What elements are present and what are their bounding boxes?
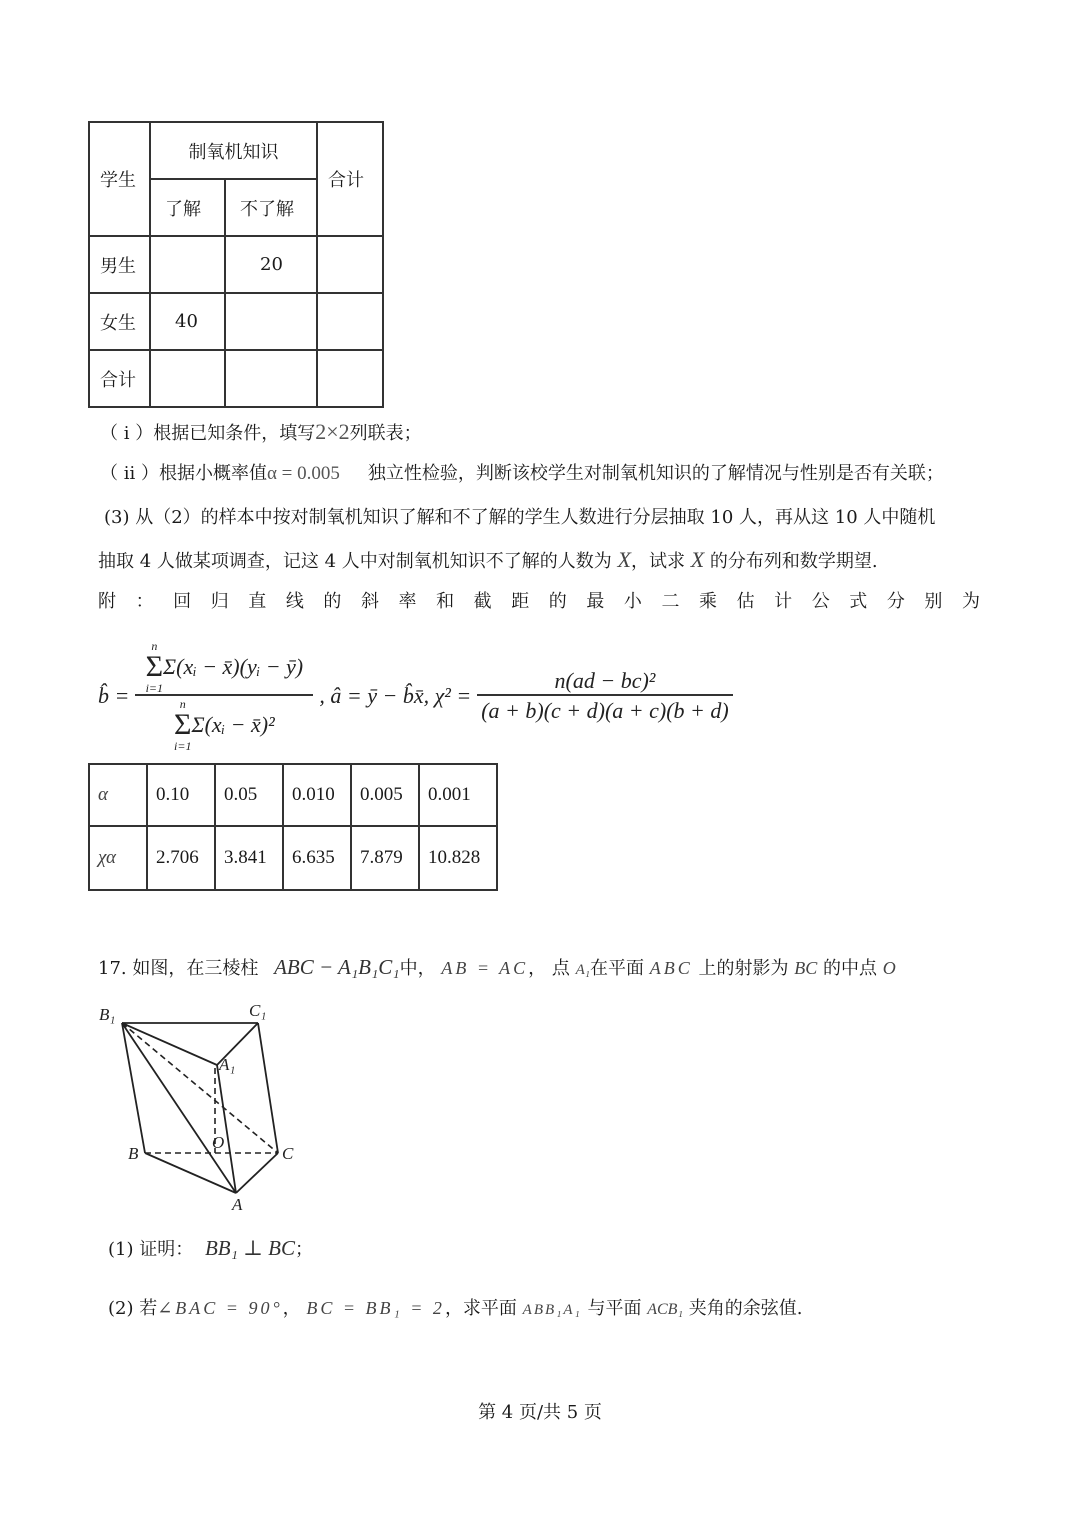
cell-know: 40 xyxy=(150,293,225,350)
q3-text-c: 的分布列和数学期望. xyxy=(709,551,878,572)
p17-prism: ABC − A₁B₁C₁ xyxy=(274,955,400,979)
label-a1: A₁ xyxy=(219,1055,236,1074)
sum-bottom: i=1 xyxy=(174,739,192,753)
p17-a1: A₁ xyxy=(575,962,591,978)
edge-ac xyxy=(236,1153,278,1193)
q3-var: X xyxy=(617,547,631,572)
alpha-value: 0.10 xyxy=(147,764,215,826)
p17-plane: ABC xyxy=(649,958,693,978)
q-ii-suffix: 独立性检验，判断该校学生对制氧机知识的了解情况与性别是否有关联； xyxy=(367,463,944,484)
appendix-char: 回 xyxy=(173,591,192,612)
header-student: 学生 xyxy=(89,122,150,236)
header-knowledge: 制氧机知识 xyxy=(150,122,317,179)
alpha-value: 0.001 xyxy=(419,764,497,826)
problem-17-intro xyxy=(98,953,896,984)
edge-a1a xyxy=(217,1065,236,1193)
p17-text-c: ， 点 xyxy=(528,958,570,979)
q-ii-prefix: （ ii ）根据小概率值 xyxy=(100,463,267,484)
q-ii-math: α = 0.005 xyxy=(266,463,340,484)
appendix-char: 为 xyxy=(961,591,980,612)
cell-not-know: 20 xyxy=(225,236,317,293)
p17-text-a: 17. 如图，在三棱柱 xyxy=(98,958,259,979)
sum-top: n xyxy=(151,639,158,653)
cell-not-know xyxy=(225,293,317,350)
appendix-char: 别 xyxy=(924,591,943,612)
appendix-char: 距 xyxy=(511,591,530,612)
a-hat-chi: , â = ȳ − b̂x̄, χ² = xyxy=(319,683,472,708)
p17-text-f: 的中点 xyxy=(822,958,877,979)
part2-text-c: ，求平面 xyxy=(444,1298,517,1319)
part2-plane2: ACB₁ xyxy=(647,1301,684,1318)
appendix-char: 截 xyxy=(473,591,492,612)
part2-text-b: ， xyxy=(282,1298,301,1319)
p17-text-b: 中， xyxy=(399,958,436,979)
p17-eq: AB = AC xyxy=(441,958,529,978)
appendix-char: 的 xyxy=(548,591,567,612)
appendix-char: 斜 xyxy=(360,591,379,612)
table-row xyxy=(89,293,383,350)
p17-bc: BC xyxy=(794,958,818,978)
part2-text-e: 夹角的余弦值. xyxy=(688,1298,803,1319)
part2-text-d: 与平面 xyxy=(587,1298,642,1319)
sum-bottom: i=1 xyxy=(145,681,164,695)
header-total: 合计 xyxy=(317,122,383,236)
cell-know xyxy=(150,350,225,407)
q-i-prefix: （ i ）根据已知条件，填写 xyxy=(100,423,316,444)
row-label: 女生 xyxy=(89,293,150,350)
appendix-char: 乘 xyxy=(699,591,717,612)
part1-end: ； xyxy=(295,1239,313,1260)
q3-text-b: ，试求 xyxy=(630,551,685,572)
label-b: B xyxy=(128,1144,139,1163)
chi-value: 2.706 xyxy=(147,826,215,890)
p17-o: O xyxy=(882,958,896,978)
q3-text-a: 抽取 4 人做某项调查，记这 4 人中对制氧机知识不了解的人数为 xyxy=(98,551,612,572)
formula-block xyxy=(98,640,733,752)
b-denominator xyxy=(135,694,313,752)
cell-total xyxy=(317,350,383,407)
appendix-char: 归 xyxy=(210,591,229,612)
question-3-line1: (3) 从（2）的样本中按对制氧机知识了解和不了解的学生人数进行分层抽取 10 人，再从这 10 人中随机 xyxy=(104,507,936,528)
edge-b1c-hidden xyxy=(122,1023,278,1153)
label-a: A xyxy=(232,1195,243,1213)
b-den-text: Σ(xᵢ − x̄)² xyxy=(191,712,275,737)
cell-total xyxy=(317,236,383,293)
chi-label: χα xyxy=(89,826,147,890)
edge-c1c xyxy=(258,1023,278,1153)
prism-figure xyxy=(95,998,310,1213)
part1-math: BB₁ ⊥ BC xyxy=(204,1236,295,1260)
part2-angle: ∠BAC = 90° xyxy=(157,1298,283,1318)
appendix-char: 二 xyxy=(661,591,680,612)
part1-text: (1) 证明： xyxy=(108,1239,194,1260)
alpha-value: 0.005 xyxy=(351,764,419,826)
q3-var: X xyxy=(690,547,705,572)
chi-value: 6.635 xyxy=(283,826,351,890)
page-number: 第 4 页/共 5 页 xyxy=(478,1402,602,1423)
appendix-char: 率 xyxy=(398,591,417,612)
sum-symbol: n Σ i=1 xyxy=(145,639,164,695)
appendix-char: 估 xyxy=(736,591,755,612)
appendix-char: 小 xyxy=(623,591,642,612)
table-row xyxy=(89,764,497,826)
header-not-know: 不了解 xyxy=(225,179,317,236)
chi-value: 3.841 xyxy=(215,826,283,890)
part-1 xyxy=(108,1234,313,1264)
label-b1: B₁ xyxy=(99,1005,116,1024)
appendix-char: 线 xyxy=(285,591,304,612)
sum-symbol: n Σ i=1 xyxy=(174,697,192,753)
appendix-char: 式 xyxy=(849,591,868,612)
row-label: 合计 xyxy=(89,350,150,407)
part2-text-a: (2) 若 xyxy=(108,1298,158,1319)
edge-b1b xyxy=(122,1023,145,1153)
appendix-char: 计 xyxy=(774,591,793,612)
cell-total xyxy=(317,293,383,350)
cell-know xyxy=(150,236,225,293)
appendix-char: 分 xyxy=(886,591,905,612)
cell-not-know xyxy=(225,350,317,407)
appendix-char: 公 xyxy=(811,591,830,612)
q-i-math: 2×2 xyxy=(315,419,350,444)
appendix-char: 的 xyxy=(323,591,342,612)
header-know: 了解 xyxy=(150,179,225,236)
label-c1: C₁ xyxy=(249,1001,267,1020)
chi-fraction xyxy=(477,668,733,724)
appendix-char: ： xyxy=(135,591,154,612)
chi-denominator: (a + b)(c + d)(a + c)(b + d) xyxy=(477,694,733,724)
appendix-char: 和 xyxy=(436,591,455,612)
question-ii xyxy=(100,460,944,488)
q-i-suffix: 列联表； xyxy=(349,423,422,444)
b-fraction xyxy=(135,640,313,752)
chi-value: 10.828 xyxy=(419,826,497,890)
appendix-line xyxy=(98,588,980,616)
p17-text-e: 上的射影为 xyxy=(698,958,789,979)
chi-numerator: n(ad − bc)² xyxy=(554,668,656,693)
question-3-line2 xyxy=(98,546,878,576)
alpha-value: 0.05 xyxy=(215,764,283,826)
label-c: C xyxy=(282,1144,294,1163)
sum-top: n xyxy=(179,697,186,711)
label-o: O xyxy=(212,1133,225,1152)
appendix-char: 附 xyxy=(98,591,116,612)
chi-value: 7.879 xyxy=(351,826,419,890)
row-label: 男生 xyxy=(89,236,150,293)
contingency-table xyxy=(88,121,384,408)
alpha-chi-table xyxy=(88,763,498,891)
part2-plane1: ABB₁A₁ xyxy=(522,1302,582,1318)
alpha-label: α xyxy=(89,764,147,826)
b-numerator xyxy=(142,640,308,694)
part2-lengths: BC = BB₁ = 2 xyxy=(306,1298,445,1318)
appendix-char: 最 xyxy=(586,591,605,612)
p17-text-d: 在平面 xyxy=(590,958,645,979)
part-2 xyxy=(108,1294,802,1324)
alpha-value: 0.010 xyxy=(283,764,351,826)
table-row xyxy=(89,826,497,890)
b-hat: b̂ = xyxy=(98,683,130,708)
table-row xyxy=(89,350,383,407)
b-num-text: Σ(xᵢ − x̄)(yᵢ − ȳ) xyxy=(163,654,304,679)
appendix-char: 直 xyxy=(248,591,267,612)
table-row xyxy=(89,236,383,293)
question-i xyxy=(100,418,422,448)
